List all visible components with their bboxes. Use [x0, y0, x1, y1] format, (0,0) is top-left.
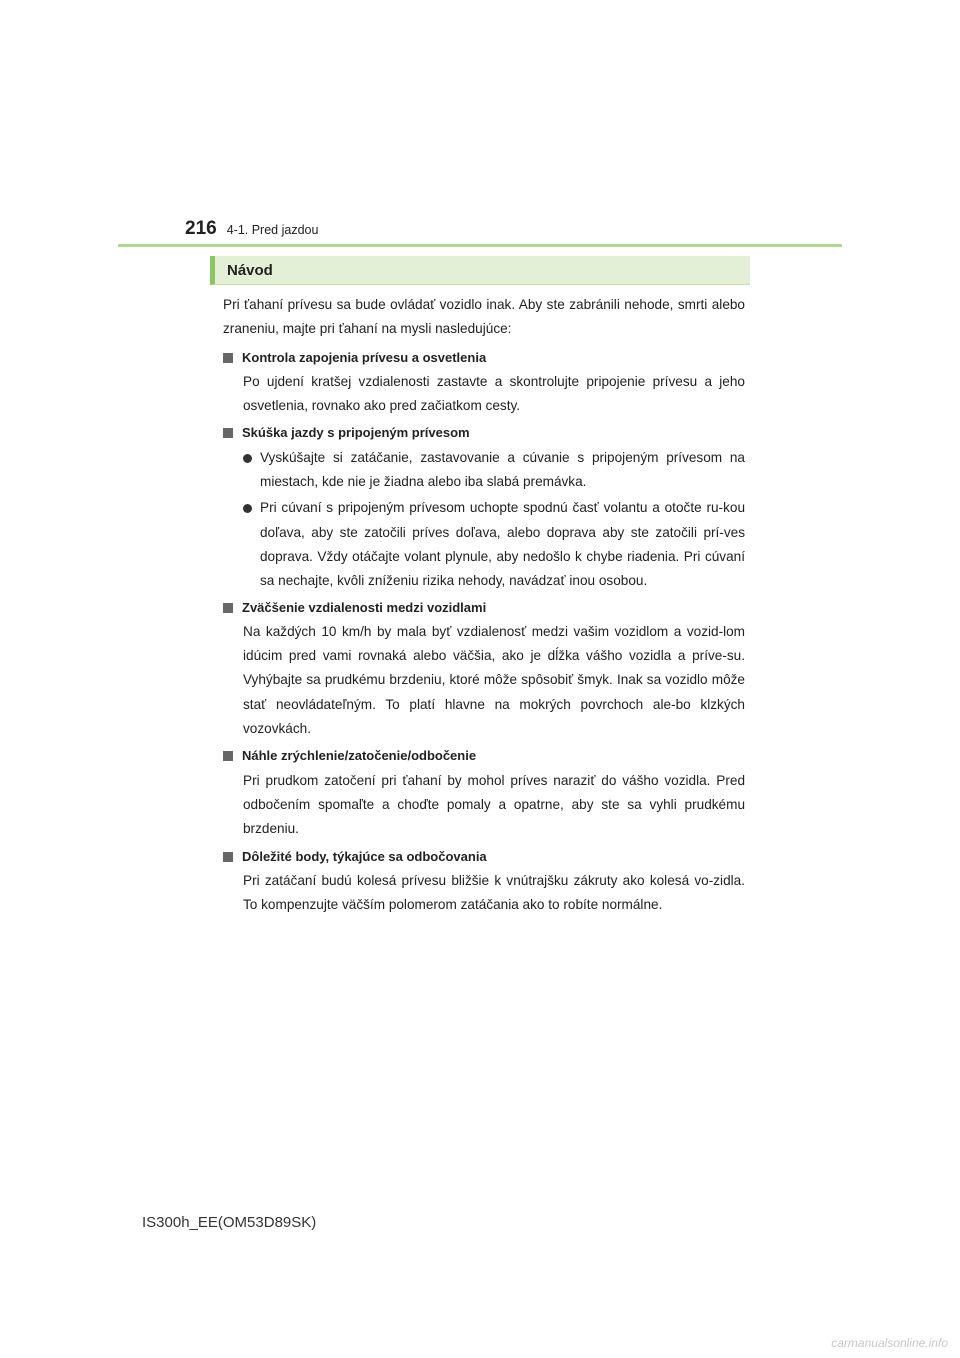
list-item-text: Vyskúšajte si zatáčanie, zastavovanie a cúvanie s pripojeným prívesom na miestach, kde nie je žiadna alebo iba slabá premávka. [260, 449, 745, 490]
list-item-text: Pri cúvaní s pripojeným prívesom uchopte spodnú časť volantu a otočte ru-kou doľava, aby ste zatočili príves doľava, alebo doprava aby ste zatočili prí-ves doprava. Vždy otáčajte volant plynule, aby nedošlo k chybe riadenia. Pri cúvaní sa nechajte, kvôli zníženiu rizika nehody, navádzať inou osobou. [260, 500, 745, 589]
subsection-heading [223, 346, 745, 370]
subsection-heading [223, 845, 745, 869]
square-bullet-icon [223, 353, 233, 363]
watermark: carmanualsonline.info [831, 1336, 948, 1350]
subsection-title: Zväčšenie vzdialenosti medzi vozidlami [242, 599, 487, 615]
bullet-dot-icon [243, 504, 252, 513]
document-code: IS300h_EE(OM53D89SK) [142, 1214, 317, 1231]
square-bullet-icon [223, 852, 233, 862]
bullet-dot-icon [243, 454, 252, 463]
square-bullet-icon [223, 428, 233, 438]
content [223, 293, 745, 920]
square-bullet-icon [223, 603, 233, 613]
box-title: Návod [210, 256, 750, 285]
subsection-body: Na každých 10 km/h by mala byť vzdialenosť medzi vašim vozidlom a vozid-lom idúcim pred vami rovnaká alebo väčšia, ako je dĺžka vášho vozidla a príve-su. Vyhýbajte sa prudkému brzdeniu, ktoré môže spôsobiť šmyk. Inak sa vozidlo môže stať neovládateľným. To platí hlavne na mokrých povrchoch ale-bo klzkých vozovkách. [243, 623, 745, 737]
page-header [185, 218, 318, 240]
subsection-title: Skúška jazdy s pripojeným prívesom [242, 425, 470, 441]
subsection-title: Náhle zrýchlenie/zatočenie/odbočenie [242, 748, 477, 764]
subsection-title: Kontrola zapojenia prívesu a osvetlenia [242, 349, 487, 365]
subsection-heading [223, 596, 745, 620]
subsection-body: Po ujdení kratšej vzdialenosti zastavte a skontrolujte pripojenie prívesu a jeho osvetlenia, rovnako ako pred začiatkom cesty. [243, 373, 745, 414]
list-item [243, 496, 745, 593]
section-title: 4-1. Pred jazdou [226, 223, 319, 237]
subsection-heading [223, 421, 745, 445]
subsection-body: Pri prudkom zatočení pri ťahaní by mohol príves naraziť do vášho vozidla. Pred odbočením spomaľte a choďte pomaly a opatrne, aby ste sa vyhli prudkému brzdeniu. [243, 772, 745, 837]
subsection-body: Pri zatáčaní budú kolesá prívesu bližšie k vnútrajšku zákruty ako kolesá vo-zidla. To kompenzujte väčším polomerom zatáčania ako to robíte normálne. [243, 872, 745, 913]
subsection-title: Dôležité body, týkajúce sa odbočovania [242, 848, 487, 864]
header-divider [118, 244, 842, 247]
subsection-heading [223, 744, 745, 768]
square-bullet-icon [223, 751, 233, 761]
list-item [243, 446, 745, 495]
page-number: 216 [185, 218, 217, 239]
intro-paragraph: Pri ťahaní prívesu sa bude ovládať vozidlo inak. Aby ste zabránili nehode, smrti alebo zraneniu, majte pri ťahaní na mysli nasledujúce: [223, 297, 745, 337]
